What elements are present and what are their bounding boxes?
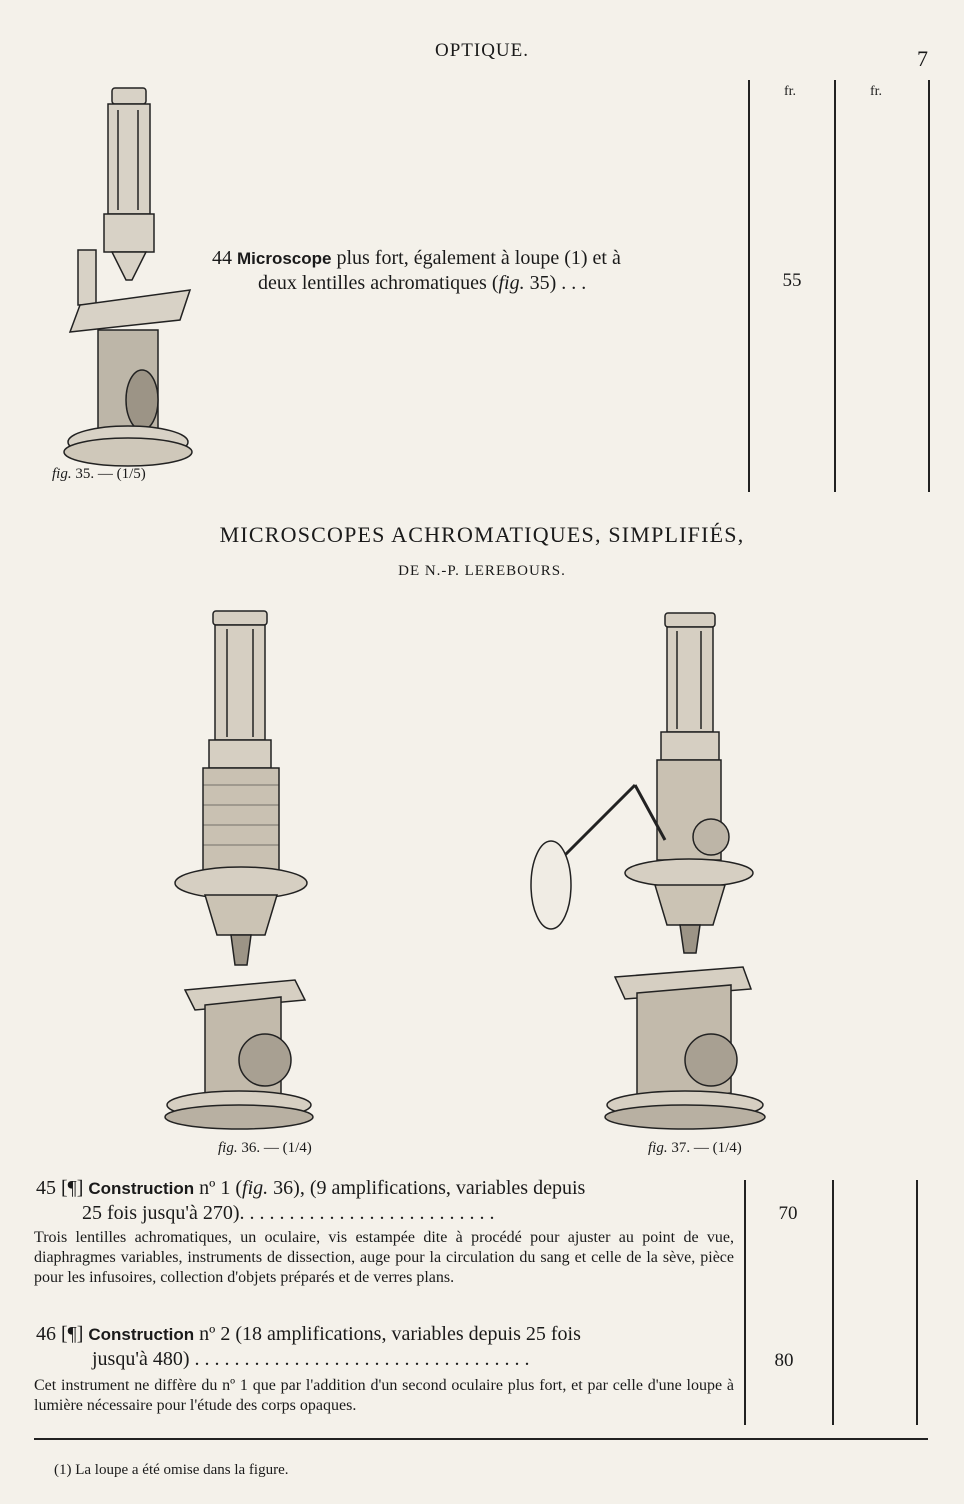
entry-number: 46 (36, 1323, 56, 1345)
entry-name: Construction (88, 1325, 195, 1344)
column-rule (744, 1180, 746, 1425)
footnote: (1) La loupe a été omise dans la figure. (54, 1462, 289, 1478)
entry-text: 36), (9 amplifications, variables depuis (268, 1177, 586, 1199)
entry-text: nº 2 (18 amplifications, variables depuis 25 fois (194, 1323, 581, 1345)
entry-name: Microscope (237, 249, 332, 268)
fig-label: fig. (648, 1140, 668, 1156)
section-title: MICROSCOPES ACHROMATIQUES, SIMPLIFIÉS, (219, 522, 745, 547)
footnote-rule (34, 1438, 928, 1440)
column-rule (832, 1180, 834, 1425)
column-rule (834, 80, 836, 492)
entry-text: 35) . . . (524, 272, 587, 294)
price-45: 70 (778, 1203, 798, 1224)
entry-mark: [¶] (61, 1323, 84, 1345)
entry-text: jusqu'à 480) . . . . . . . . . . . . . . . . . . . . . . . . . . . . . . . . . . (92, 1348, 530, 1370)
microscope-fig35-illustration (60, 80, 200, 470)
catalog-entry-46 (36, 1322, 736, 1371)
entry-name: Construction (88, 1179, 195, 1198)
price-unit-label: fr. (870, 84, 883, 99)
entry-text: deux lentilles achromatiques ( (258, 272, 499, 294)
entry-mark: [¶] (61, 1177, 84, 1199)
fig-label: fig. (218, 1140, 238, 1156)
page-number: 7 (917, 46, 928, 71)
section-subtitle: DE N.-P. LEREBOURS. (398, 563, 566, 579)
catalog-entry-44 (212, 246, 742, 295)
entry-text: nº 1 ( (199, 1177, 243, 1199)
figure-caption-37 (648, 1140, 742, 1157)
entry-description-45: Trois lentilles achromatiques, un oculaire, vis estampée dite à procédé pour ajuster au point de vue, diaphragmes variables, instruments de dissection, auge pour la circulation du sang et celle de la sève, pièce pour les infusoires, collection d'objets préparés et de verres plans. (34, 1229, 734, 1286)
column-rule (916, 1180, 918, 1425)
fig-caption-text: 36. — (1/4) (237, 1140, 312, 1156)
figure-caption-36 (218, 1140, 312, 1157)
entry-number: 44 (212, 247, 232, 269)
price-46: 80 (774, 1350, 794, 1371)
column-rule (928, 80, 930, 492)
microscope-fig37-illustration (525, 605, 805, 1135)
price-44: 55 (782, 270, 802, 291)
fig-ref: fig. (242, 1177, 269, 1199)
entry-number: 45 (36, 1177, 56, 1199)
fig-ref: fig. (498, 272, 525, 294)
figure-caption-35 (52, 466, 146, 483)
entry-description-46: Cet instrument ne diffère du nº 1 que par l'addition d'un second oculaire plus fort, et par celle d'une loupe à lumière nécessaire pour l'étude des corps opaques. (34, 1377, 734, 1414)
entry-text: plus fort, également à loupe (1) et à (331, 247, 621, 269)
catalog-entry-45 (36, 1176, 736, 1225)
column-rule (748, 80, 750, 492)
microscope-fig36-illustration (165, 605, 325, 1135)
fig-label: fig. (52, 466, 72, 482)
fig-caption-text: 37. — (1/4) (667, 1140, 742, 1156)
price-unit-label: fr. (784, 84, 797, 99)
entry-text: 25 fois jusqu'à 270). . . . . . . . . . . . . . . . . . . . . . . . . . (82, 1202, 495, 1224)
page-header-title: OPTIQUE. (434, 40, 530, 61)
fig-caption-text: 35. — (1/5) (71, 466, 146, 482)
